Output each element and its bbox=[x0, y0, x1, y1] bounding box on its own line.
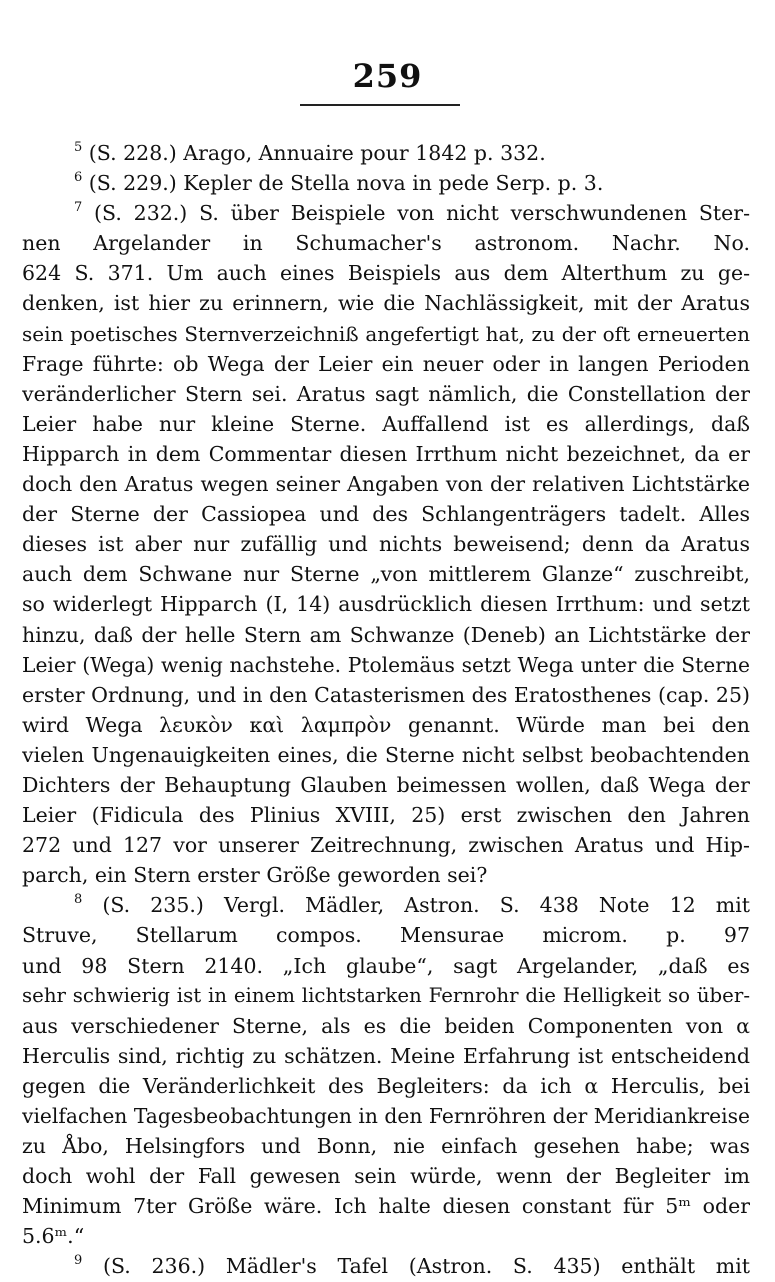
line-text: Herculis sind, richtig zu schätzen. Meine Erfahrung ist entscheidend bbox=[22, 1043, 750, 1068]
line-text: Leier (Wega) wenig nachstehe. Ptolemäus setzt Wega unter die Sterne bbox=[22, 652, 750, 677]
footnote-start-line bbox=[22, 890, 750, 920]
footnote-number: 9 bbox=[74, 1253, 83, 1269]
line-text: doch wohl der Fall gewesen sein würde, wenn der Begleiter im bbox=[22, 1164, 750, 1189]
line-text: Frage führte: ob Wega der Leier ein neuer oder in langen Perioden bbox=[22, 351, 750, 376]
line-text: 272 und 127 vor unserer Zeitrechnung, zwischen Aratus und Hip- bbox=[22, 833, 750, 858]
text-line bbox=[22, 228, 750, 258]
header-rule bbox=[300, 104, 460, 106]
footnotes-body bbox=[22, 138, 750, 1282]
footnote-start-line bbox=[22, 138, 750, 168]
line-text: vielen Ungenauigkeiten eines, die Sterne nicht selbst beobachtenden bbox=[22, 742, 750, 767]
line-text: hinzu, daß der helle Stern am Schwanze (Deneb) an Lichtstärke der bbox=[22, 622, 750, 647]
text-line bbox=[22, 319, 750, 349]
footnote-start-line bbox=[22, 1251, 750, 1281]
line-text: Dichters der Behauptung Glauben beimessen wollen, daß Wega der bbox=[22, 772, 750, 797]
text-line bbox=[22, 1041, 750, 1071]
line-text: (S. 236.) Mädler's Tafel (Astron. S. 435) enthält mit bbox=[82, 1254, 750, 1279]
line-text: (S. 228.) Arago, Annuaire pour 1842 p. 332. bbox=[82, 141, 546, 165]
text-line bbox=[22, 499, 750, 529]
text-line bbox=[22, 559, 750, 589]
line-text: sehr schwierig ist in einem lichtstarken Fernrohr die Helligkeit so über- bbox=[22, 983, 750, 1007]
text-line bbox=[22, 1071, 750, 1101]
line-text: (S. 229.) Kepler de Stella nova in pede Serp. p. 3. bbox=[82, 171, 604, 196]
text-line bbox=[22, 439, 750, 469]
text-line bbox=[22, 680, 750, 710]
text-line bbox=[22, 800, 750, 830]
text-line bbox=[22, 710, 750, 740]
text-line bbox=[22, 830, 750, 860]
line-text: dieses ist aber nur zufällig und nichts beweisend; denn da Aratus bbox=[22, 532, 750, 557]
line-text: der Sterne der Cassiopea und des Schlangenträgers tadelt. Alles bbox=[22, 502, 750, 527]
text-line bbox=[22, 529, 750, 559]
line-text: 5.6ᵐ.“ bbox=[22, 1224, 85, 1249]
line-text: denken, ist hier zu erinnern, wie die Nachlässigkeit, mit der Aratus bbox=[22, 291, 750, 316]
footnote-number: 8 bbox=[74, 892, 83, 908]
text-line bbox=[22, 379, 750, 409]
line-text: vielfachen Tagesbeobachtungen in den Fernröhren der Meridiankreise bbox=[22, 1104, 750, 1128]
line-text: (S. 235.) Vergl. Mädler, Astron. S. 438 Note 12 mit bbox=[82, 893, 750, 918]
text-line bbox=[22, 409, 750, 439]
text-line bbox=[22, 740, 750, 770]
text-line bbox=[22, 258, 750, 288]
text-line bbox=[22, 288, 750, 318]
text-line bbox=[22, 1161, 750, 1191]
text-line bbox=[22, 620, 750, 650]
text-line bbox=[22, 770, 750, 800]
text-line bbox=[22, 951, 750, 981]
line-text: und 98 Stern 2140. „Ich glaube“, sagt Argelander, „daß es bbox=[22, 953, 750, 978]
text-line bbox=[22, 1221, 750, 1251]
line-text: Minimum 7ter Größe wäre. Ich halte diesen constant für 5ᵐ oder bbox=[22, 1194, 750, 1219]
footnote-number: 6 bbox=[74, 170, 83, 186]
line-text: (S. 232.) S. über Beispiele von nicht verschwundenen Ster- bbox=[82, 201, 750, 226]
line-text: zu Åbo, Helsingfors und Bonn, nie einfach gesehen habe; was bbox=[22, 1134, 750, 1159]
line-text: sein poetisches Sternverzeichniß angefertigt hat, zu der oft erneuerten bbox=[22, 321, 750, 346]
line-text: wird Wega λευκὸν καὶ λαμπρὸν genannt. Würde man bei den bbox=[22, 712, 750, 737]
line-text: so widerlegt Hipparch (I, 14) ausdrücklich diesen Irrthum: und setzt bbox=[22, 592, 750, 617]
text-line bbox=[22, 349, 750, 379]
text-line bbox=[22, 920, 750, 950]
page-number: 259 bbox=[352, 57, 423, 95]
footnote-number: 5 bbox=[74, 140, 83, 155]
text-line bbox=[22, 981, 750, 1011]
text-line bbox=[22, 860, 750, 890]
line-text: Leier (Fidicula des Plinius XVIII, 25) erst zwischen den Jahren bbox=[22, 803, 750, 828]
text-line bbox=[22, 469, 750, 499]
line-text: parch, ein Stern erster Größe geworden sei? bbox=[22, 863, 488, 888]
line-text: nen Argelander in Schumacher's astronom. Nachr. No. bbox=[22, 231, 750, 256]
line-text: Hipparch in dem Commentar diesen Irrthum nicht bezeichnet, da er bbox=[22, 441, 750, 466]
line-text: doch den Aratus wegen seiner Angaben von der relativen Lichtstärke bbox=[22, 472, 750, 497]
text-line bbox=[22, 1191, 750, 1221]
footnote-start-line bbox=[22, 198, 750, 228]
line-text: Leier habe nur kleine Sterne. Auffallend ist es allerdings, daß bbox=[22, 411, 750, 436]
text-line bbox=[22, 589, 750, 619]
line-text: aus verschiedener Sterne, als es die beiden Componenten von α bbox=[22, 1013, 750, 1038]
line-text: 624 S. 371. Um auch eines Beispiels aus dem Alterthum zu ge- bbox=[22, 261, 750, 286]
footnote-start-line bbox=[22, 168, 750, 198]
text-line bbox=[22, 1131, 750, 1161]
line-text: auch dem Schwane nur Sterne „von mittlerem Glanze“ zuschreibt, bbox=[22, 562, 750, 587]
line-text: gegen die Veränderlichkeit des Begleiters: da ich α Herculis, bei bbox=[22, 1073, 750, 1098]
text-line bbox=[22, 1011, 750, 1041]
line-text: Struve, Stellarum compos. Mensurae microm. p. 97 bbox=[22, 923, 750, 948]
text-line bbox=[22, 650, 750, 680]
line-text: veränderlicher Stern sei. Aratus sagt nämlich, die Constellation der bbox=[22, 381, 750, 406]
text-line bbox=[22, 1101, 750, 1131]
line-text: erster Ordnung, und in den Catasterismen des Eratosthenes (cap. 25) bbox=[22, 682, 750, 707]
footnote-number: 7 bbox=[74, 200, 83, 216]
